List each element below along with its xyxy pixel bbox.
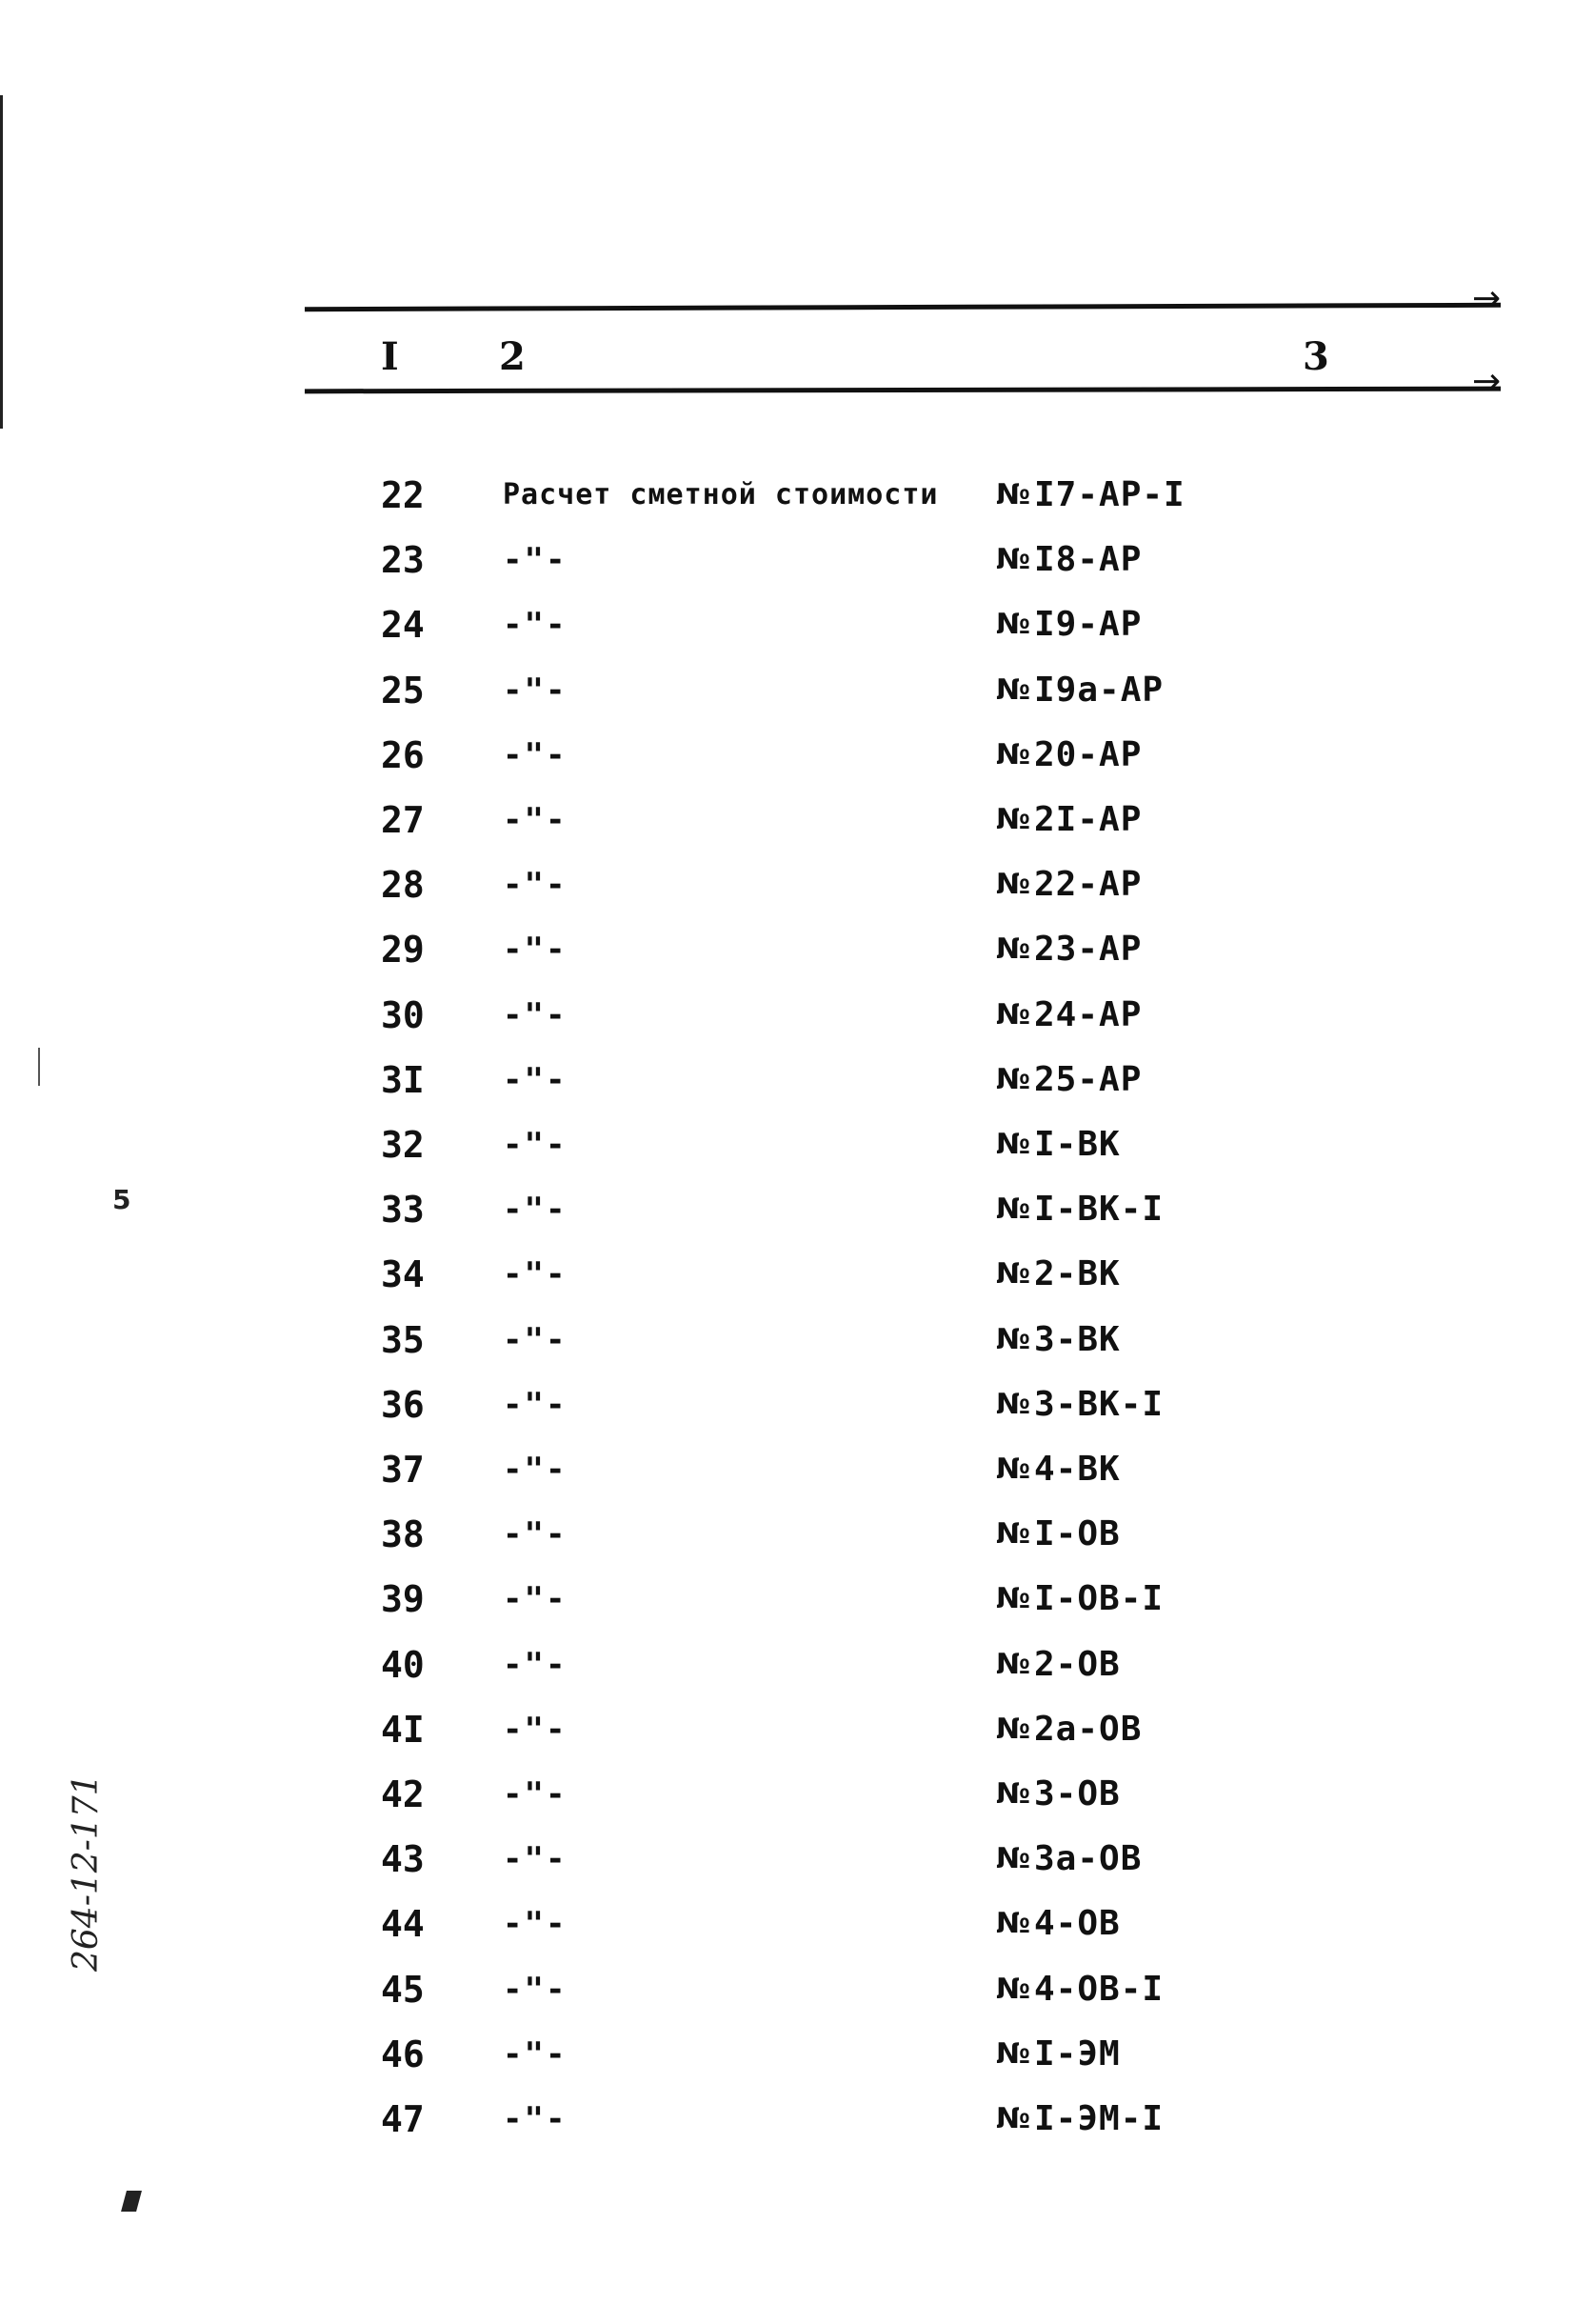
row-code: 2I-АР	[1034, 800, 1143, 839]
row-number: 46	[381, 2033, 425, 2075]
row-number: 35	[381, 1318, 425, 1361]
table-top-rule	[305, 303, 1501, 311]
table-row	[0, 987, 1574, 1052]
row-code: I-ЭМ	[1034, 2034, 1121, 2074]
row-code: 20-АР	[1034, 734, 1143, 774]
row-ditto-mark: -"-	[503, 1645, 568, 1684]
table-row	[0, 1636, 1574, 1701]
number-sign: №	[996, 997, 1031, 1032]
column-header-2: 2	[499, 334, 526, 379]
row-ditto-mark: -"-	[503, 995, 568, 1034]
table-row	[0, 1895, 1574, 1960]
page-mark: 5	[112, 1184, 131, 1215]
row-number: 45	[381, 1968, 425, 2011]
table-row	[0, 1766, 1574, 1831]
number-sign: №	[996, 608, 1031, 642]
table-row	[0, 2091, 1574, 2155]
table-row	[0, 1441, 1574, 1506]
row-ditto-mark: -"-	[503, 2100, 568, 2138]
row-description: Расчет сметной стоимости	[503, 478, 939, 511]
row-number: 29	[381, 929, 425, 972]
number-sign: №	[996, 1712, 1031, 1746]
row-ditto-mark: -"-	[503, 931, 568, 970]
row-code: I9а-АР	[1034, 670, 1165, 710]
document-code: 264-12-171	[67, 1773, 106, 1972]
row-code: I-ВК	[1034, 1125, 1121, 1164]
number-sign: №	[996, 1387, 1031, 1421]
row-ditto-mark: -"-	[503, 541, 568, 580]
table-row	[0, 531, 1574, 596]
row-number: 34	[381, 1253, 425, 1296]
row-ditto-mark: -"-	[503, 1451, 568, 1489]
binding-line	[0, 95, 3, 429]
row-number: 43	[381, 1838, 425, 1881]
table-row	[0, 1376, 1574, 1441]
number-sign: №	[996, 868, 1031, 902]
table-row	[0, 1246, 1574, 1311]
number-sign: №	[996, 737, 1031, 771]
row-code: 3-ОВ	[1034, 1774, 1121, 1813]
row-code: 3-ВК-I	[1034, 1384, 1165, 1424]
row-code: I-ОВ	[1034, 1514, 1121, 1554]
number-sign: №	[996, 1777, 1031, 1811]
row-code: 25-АР	[1034, 1059, 1143, 1099]
number-sign: №	[996, 1062, 1031, 1096]
row-number: 32	[381, 1124, 425, 1166]
row-ditto-mark: -"-	[503, 801, 568, 839]
row-ditto-mark: -"-	[503, 1775, 568, 1813]
row-ditto-mark: -"-	[503, 866, 568, 905]
number-sign: №	[996, 1517, 1031, 1552]
row-number: 4I	[381, 1708, 425, 1751]
row-number: 40	[381, 1643, 425, 1686]
number-sign: №	[996, 543, 1031, 577]
number-sign: №	[996, 1972, 1031, 2006]
row-ditto-mark: -"-	[503, 735, 568, 774]
row-code: 3а-ОВ	[1034, 1839, 1143, 1879]
row-code: 2-ОВ	[1034, 1644, 1121, 1684]
row-number: 27	[381, 799, 425, 841]
row-code: I8-АР	[1034, 540, 1143, 580]
row-code: I-ВК-I	[1034, 1190, 1165, 1230]
row-ditto-mark: -"-	[503, 671, 568, 710]
row-code: 2-ВК	[1034, 1254, 1121, 1294]
number-sign: №	[996, 1128, 1031, 1161]
number-sign: №	[996, 1582, 1031, 1616]
row-number: 47	[381, 2098, 425, 2140]
row-code: I-ОВ-I	[1034, 1579, 1165, 1619]
table-row	[0, 1312, 1574, 1376]
row-ditto-mark: -"-	[503, 1970, 568, 2009]
table-row	[0, 1116, 1574, 1181]
row-number: 25	[381, 669, 425, 711]
row-ditto-mark: -"-	[503, 1255, 568, 1294]
row-number: 37	[381, 1449, 425, 1491]
number-sign: №	[996, 1192, 1031, 1227]
row-code: 22-АР	[1034, 865, 1143, 905]
row-number: 39	[381, 1578, 425, 1621]
number-sign: №	[996, 2036, 1031, 2071]
row-number: 23	[381, 539, 425, 582]
table-row	[0, 467, 1574, 531]
number-sign: №	[996, 1452, 1031, 1486]
table-row	[0, 791, 1574, 856]
row-code: I-ЭМ-I	[1034, 2099, 1165, 2138]
column-header-1: I	[381, 334, 399, 379]
table-row	[0, 2026, 1574, 2091]
row-ditto-mark: -"-	[503, 1905, 568, 1944]
corner-mark	[121, 2191, 142, 2212]
rule-arrow-icon: →	[1472, 279, 1502, 318]
table-header-rule	[305, 387, 1501, 394]
table-row	[0, 1961, 1574, 2026]
row-ditto-mark: -"-	[503, 1515, 568, 1554]
number-sign: №	[996, 1257, 1031, 1292]
column-header-3: 3	[1303, 334, 1329, 379]
number-sign: №	[996, 672, 1031, 707]
row-ditto-mark: -"-	[503, 2034, 568, 2074]
row-code: I9-АР	[1034, 605, 1143, 645]
row-number: 24	[381, 604, 425, 647]
number-sign: №	[996, 478, 1031, 511]
row-code: 24-АР	[1034, 994, 1143, 1034]
row-ditto-mark: -"-	[503, 1840, 568, 1879]
row-ditto-mark: -"-	[503, 1385, 568, 1424]
row-ditto-mark: -"-	[503, 606, 568, 645]
table-row	[0, 1571, 1574, 1635]
table-row	[0, 662, 1574, 727]
number-sign: №	[996, 2102, 1031, 2135]
row-code: 23-АР	[1034, 930, 1143, 970]
table-row	[0, 727, 1574, 791]
table-row	[0, 921, 1574, 986]
row-number: 42	[381, 1773, 425, 1815]
row-code: 2а-ОВ	[1034, 1709, 1143, 1749]
number-sign: №	[996, 1907, 1031, 1941]
row-number: 22	[381, 474, 425, 516]
row-number: 30	[381, 993, 425, 1036]
row-ditto-mark: -"-	[503, 1060, 568, 1099]
row-code: 4-ОВ-I	[1034, 1969, 1165, 2009]
number-sign: №	[996, 1647, 1031, 1681]
row-ditto-mark: -"-	[503, 1126, 568, 1164]
row-number: 28	[381, 864, 425, 907]
row-ditto-mark: -"-	[503, 1191, 568, 1230]
table-row	[0, 1181, 1574, 1246]
row-ditto-mark: -"-	[503, 1320, 568, 1359]
row-number: 26	[381, 733, 425, 776]
row-ditto-mark: -"-	[503, 1580, 568, 1619]
table-row	[0, 1506, 1574, 1571]
table-row	[0, 1052, 1574, 1116]
number-sign: №	[996, 803, 1031, 836]
row-number: 36	[381, 1383, 425, 1426]
rule-arrow-icon: →	[1472, 362, 1502, 401]
row-code: 4-ОВ	[1034, 1904, 1121, 1944]
row-code: I7-АР-I	[1034, 475, 1185, 514]
row-number: 33	[381, 1189, 425, 1232]
row-ditto-mark: -"-	[503, 1710, 568, 1749]
table-row	[0, 1701, 1574, 1766]
row-number: 3I	[381, 1058, 425, 1101]
number-sign: №	[996, 1322, 1031, 1356]
number-sign: №	[996, 932, 1031, 967]
row-number: 44	[381, 1903, 425, 1946]
row-code: 4-ВК	[1034, 1450, 1121, 1489]
row-code: 3-ВК	[1034, 1319, 1121, 1359]
row-number: 38	[381, 1513, 425, 1556]
number-sign: №	[996, 1842, 1031, 1876]
table-row	[0, 856, 1574, 921]
table-row	[0, 596, 1574, 661]
table-row	[0, 1831, 1574, 1895]
